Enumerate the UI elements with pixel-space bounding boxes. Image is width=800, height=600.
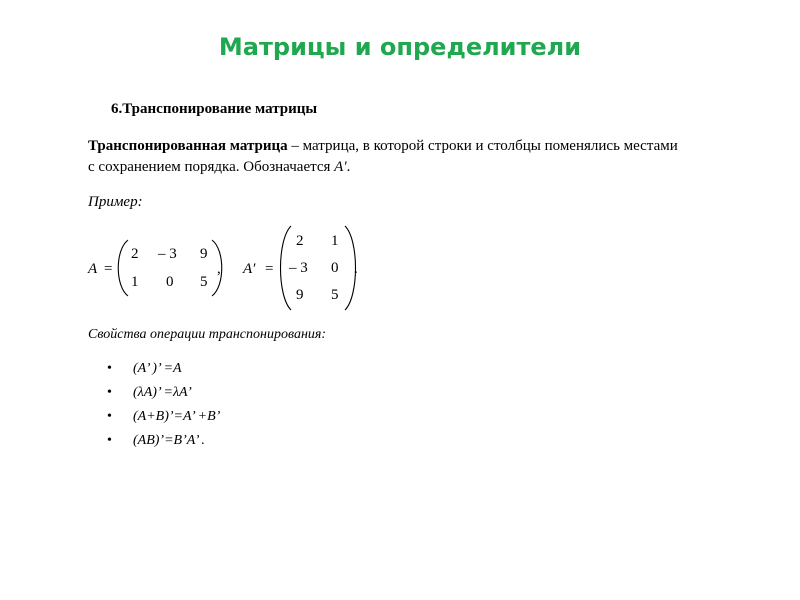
equals-sign: = <box>265 261 274 277</box>
property-formula: (A’ )’ =A <box>133 361 182 376</box>
section-heading: 6.Транспонирование матрицы <box>111 101 318 117</box>
definition-term: Транспонированная матрица <box>88 138 288 154</box>
example-label: Пример: <box>88 194 143 210</box>
transpose-symbol: A′ <box>334 159 347 175</box>
matrix-at-cell: – 3 <box>289 260 308 276</box>
matrix-at-cell: 9 <box>296 287 304 303</box>
bullet: • <box>107 361 112 376</box>
matrix-a-cell: 2 <box>131 246 139 262</box>
properties-heading: Свойства операции транспонирования: <box>88 327 327 342</box>
matrix-at-name: A′ <box>243 261 256 277</box>
matrix-a-name: A <box>88 261 98 277</box>
slide-title: Матрицы и определители <box>218 33 582 61</box>
property-item <box>107 432 220 456</box>
properties-list <box>107 360 220 456</box>
matrix-separator: , <box>217 261 221 277</box>
property-item <box>107 360 220 384</box>
equals-sign: = <box>104 261 113 277</box>
bullet: • <box>107 433 112 448</box>
matrix-at-cell: 0 <box>331 260 339 276</box>
matrix-at-cell: 5 <box>331 287 339 303</box>
matrix-a-cell: 9 <box>200 246 208 262</box>
property-formula: (AB)’=B’A’ . <box>133 433 205 448</box>
matrix-a-cell: 5 <box>200 274 208 290</box>
matrix-end: . <box>354 261 358 277</box>
property-formula: (λA)’ =λA’ <box>133 385 192 400</box>
definition-text: – матрица, в которой строки и столбцы поменялись местами с сохранением порядка. Обозначается <box>88 138 678 175</box>
property-item <box>107 408 220 432</box>
property-formula: (A+B)’=A’ +B’ <box>133 409 221 424</box>
matrix-at-cell: 2 <box>296 233 304 249</box>
matrix-a-cell: 0 <box>166 274 174 290</box>
property-item <box>107 384 220 408</box>
matrix-a-left-paren <box>118 240 128 296</box>
bullet: • <box>107 385 112 400</box>
bullet: • <box>107 409 112 424</box>
matrix-a-cell: 1 <box>131 274 139 290</box>
definition-end: . <box>346 159 351 175</box>
matrix-at-cell: 1 <box>331 233 339 249</box>
matrix-a-cell: – 3 <box>158 246 177 262</box>
